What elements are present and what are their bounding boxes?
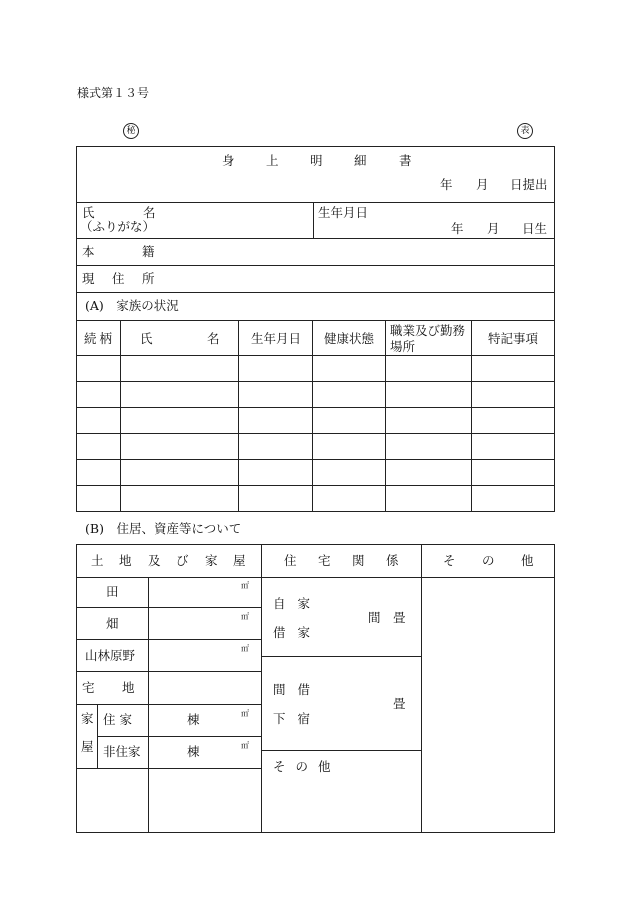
- residential-label: 地: [122, 680, 135, 695]
- tatami-label: 畳: [393, 696, 406, 711]
- title-char: 上: [266, 153, 279, 168]
- sqm-unit: ㎡: [241, 741, 249, 750]
- honseki-label: 籍: [142, 244, 155, 259]
- housing-other-label: そ の 他: [273, 759, 334, 774]
- table-row[interactable]: [77, 382, 554, 407]
- house-label: 屋: [81, 739, 94, 754]
- sqm-unit: ㎡: [241, 612, 249, 621]
- family-header-job: 場所: [390, 339, 416, 354]
- secret-mark: 秘: [123, 123, 139, 139]
- header-char: 関: [352, 553, 365, 568]
- address-label: 住: [112, 271, 125, 286]
- birth-day-label: 日生: [522, 221, 548, 236]
- honseki-label: 本: [82, 244, 95, 259]
- birth-year-label: 年: [451, 221, 464, 236]
- table-row[interactable]: [77, 408, 554, 433]
- family-header-notes: 特記事項: [488, 331, 539, 346]
- name-label: 氏: [82, 205, 95, 220]
- family-section-title: (A) 家族の状況: [85, 298, 179, 313]
- submit-year-label: 年: [440, 177, 453, 192]
- header-char: 住: [284, 553, 297, 568]
- table-row[interactable]: [77, 460, 554, 485]
- address-label: 現: [82, 271, 95, 286]
- building-unit: 棟: [187, 744, 200, 759]
- header-char: 土: [91, 553, 104, 568]
- family-header-health: 健康状態: [324, 331, 375, 346]
- name-label: 名: [143, 205, 156, 220]
- other-field[interactable]: [423, 579, 553, 831]
- sqm-unit: ㎡: [241, 709, 249, 718]
- address-field[interactable]: [160, 267, 552, 291]
- header-char: 係: [386, 553, 399, 568]
- title-char: 細: [354, 153, 367, 168]
- front-mark: 表: [517, 123, 533, 139]
- birth-month-label: 月: [487, 221, 500, 236]
- birth-date-label: 生年月日: [318, 205, 369, 220]
- title-char: 書: [399, 153, 412, 168]
- family-header-name: 氏: [140, 331, 153, 346]
- sqm-unit: ㎡: [241, 581, 249, 590]
- building-unit: 棟: [187, 712, 200, 727]
- tatami-label: 畳: [393, 610, 406, 625]
- form-number: 様式第１３号: [77, 86, 150, 100]
- residential-label: 宅: [82, 680, 95, 695]
- name-field[interactable]: [160, 204, 310, 236]
- header-char: の: [482, 553, 495, 568]
- sqm-unit: ㎡: [241, 644, 249, 653]
- forest-label: 山林原野: [85, 648, 136, 663]
- non-dwelling-label: 非住家: [103, 744, 141, 759]
- furigana-label: （ふりがな）: [80, 219, 156, 234]
- submit-month-label: 月: [476, 177, 489, 192]
- header-char: び: [176, 553, 189, 568]
- assets-section-title: (B) 住居、資産等について: [85, 521, 242, 536]
- header-char: 地: [119, 553, 132, 568]
- table-row[interactable]: [77, 486, 554, 511]
- submit-day-label: 日提出: [510, 177, 548, 192]
- lodging-label: 下 宿: [273, 711, 314, 726]
- room-rent-label: 間 借: [273, 682, 314, 697]
- address-label: 所: [142, 271, 155, 286]
- title-char: 身: [222, 153, 235, 168]
- honseki-field[interactable]: [160, 240, 552, 264]
- table-row[interactable]: [77, 434, 554, 459]
- title-char: 明: [310, 153, 323, 168]
- field-label: 畑: [106, 616, 119, 631]
- family-header-birth: 生年月日: [251, 331, 302, 346]
- family-header-relation: 続柄: [84, 331, 116, 346]
- header-char: 宅: [318, 553, 331, 568]
- family-header-job: 職業及び勤務: [390, 323, 466, 338]
- rooms-label: 間: [368, 610, 381, 625]
- header-char: 家: [205, 553, 218, 568]
- header-char: そ: [443, 553, 456, 568]
- family-header-name: 名: [207, 331, 220, 346]
- header-char: 他: [521, 553, 534, 568]
- rented-house-label: 借 家: [273, 625, 314, 640]
- house-label: 家: [81, 711, 94, 726]
- dwelling-label: 住 家: [103, 712, 132, 727]
- table-row[interactable]: [77, 356, 554, 381]
- own-house-label: 自 家: [273, 596, 314, 611]
- rice-field-label: 田: [106, 584, 119, 599]
- header-char: 及: [148, 553, 161, 568]
- header-char: 屋: [233, 553, 246, 568]
